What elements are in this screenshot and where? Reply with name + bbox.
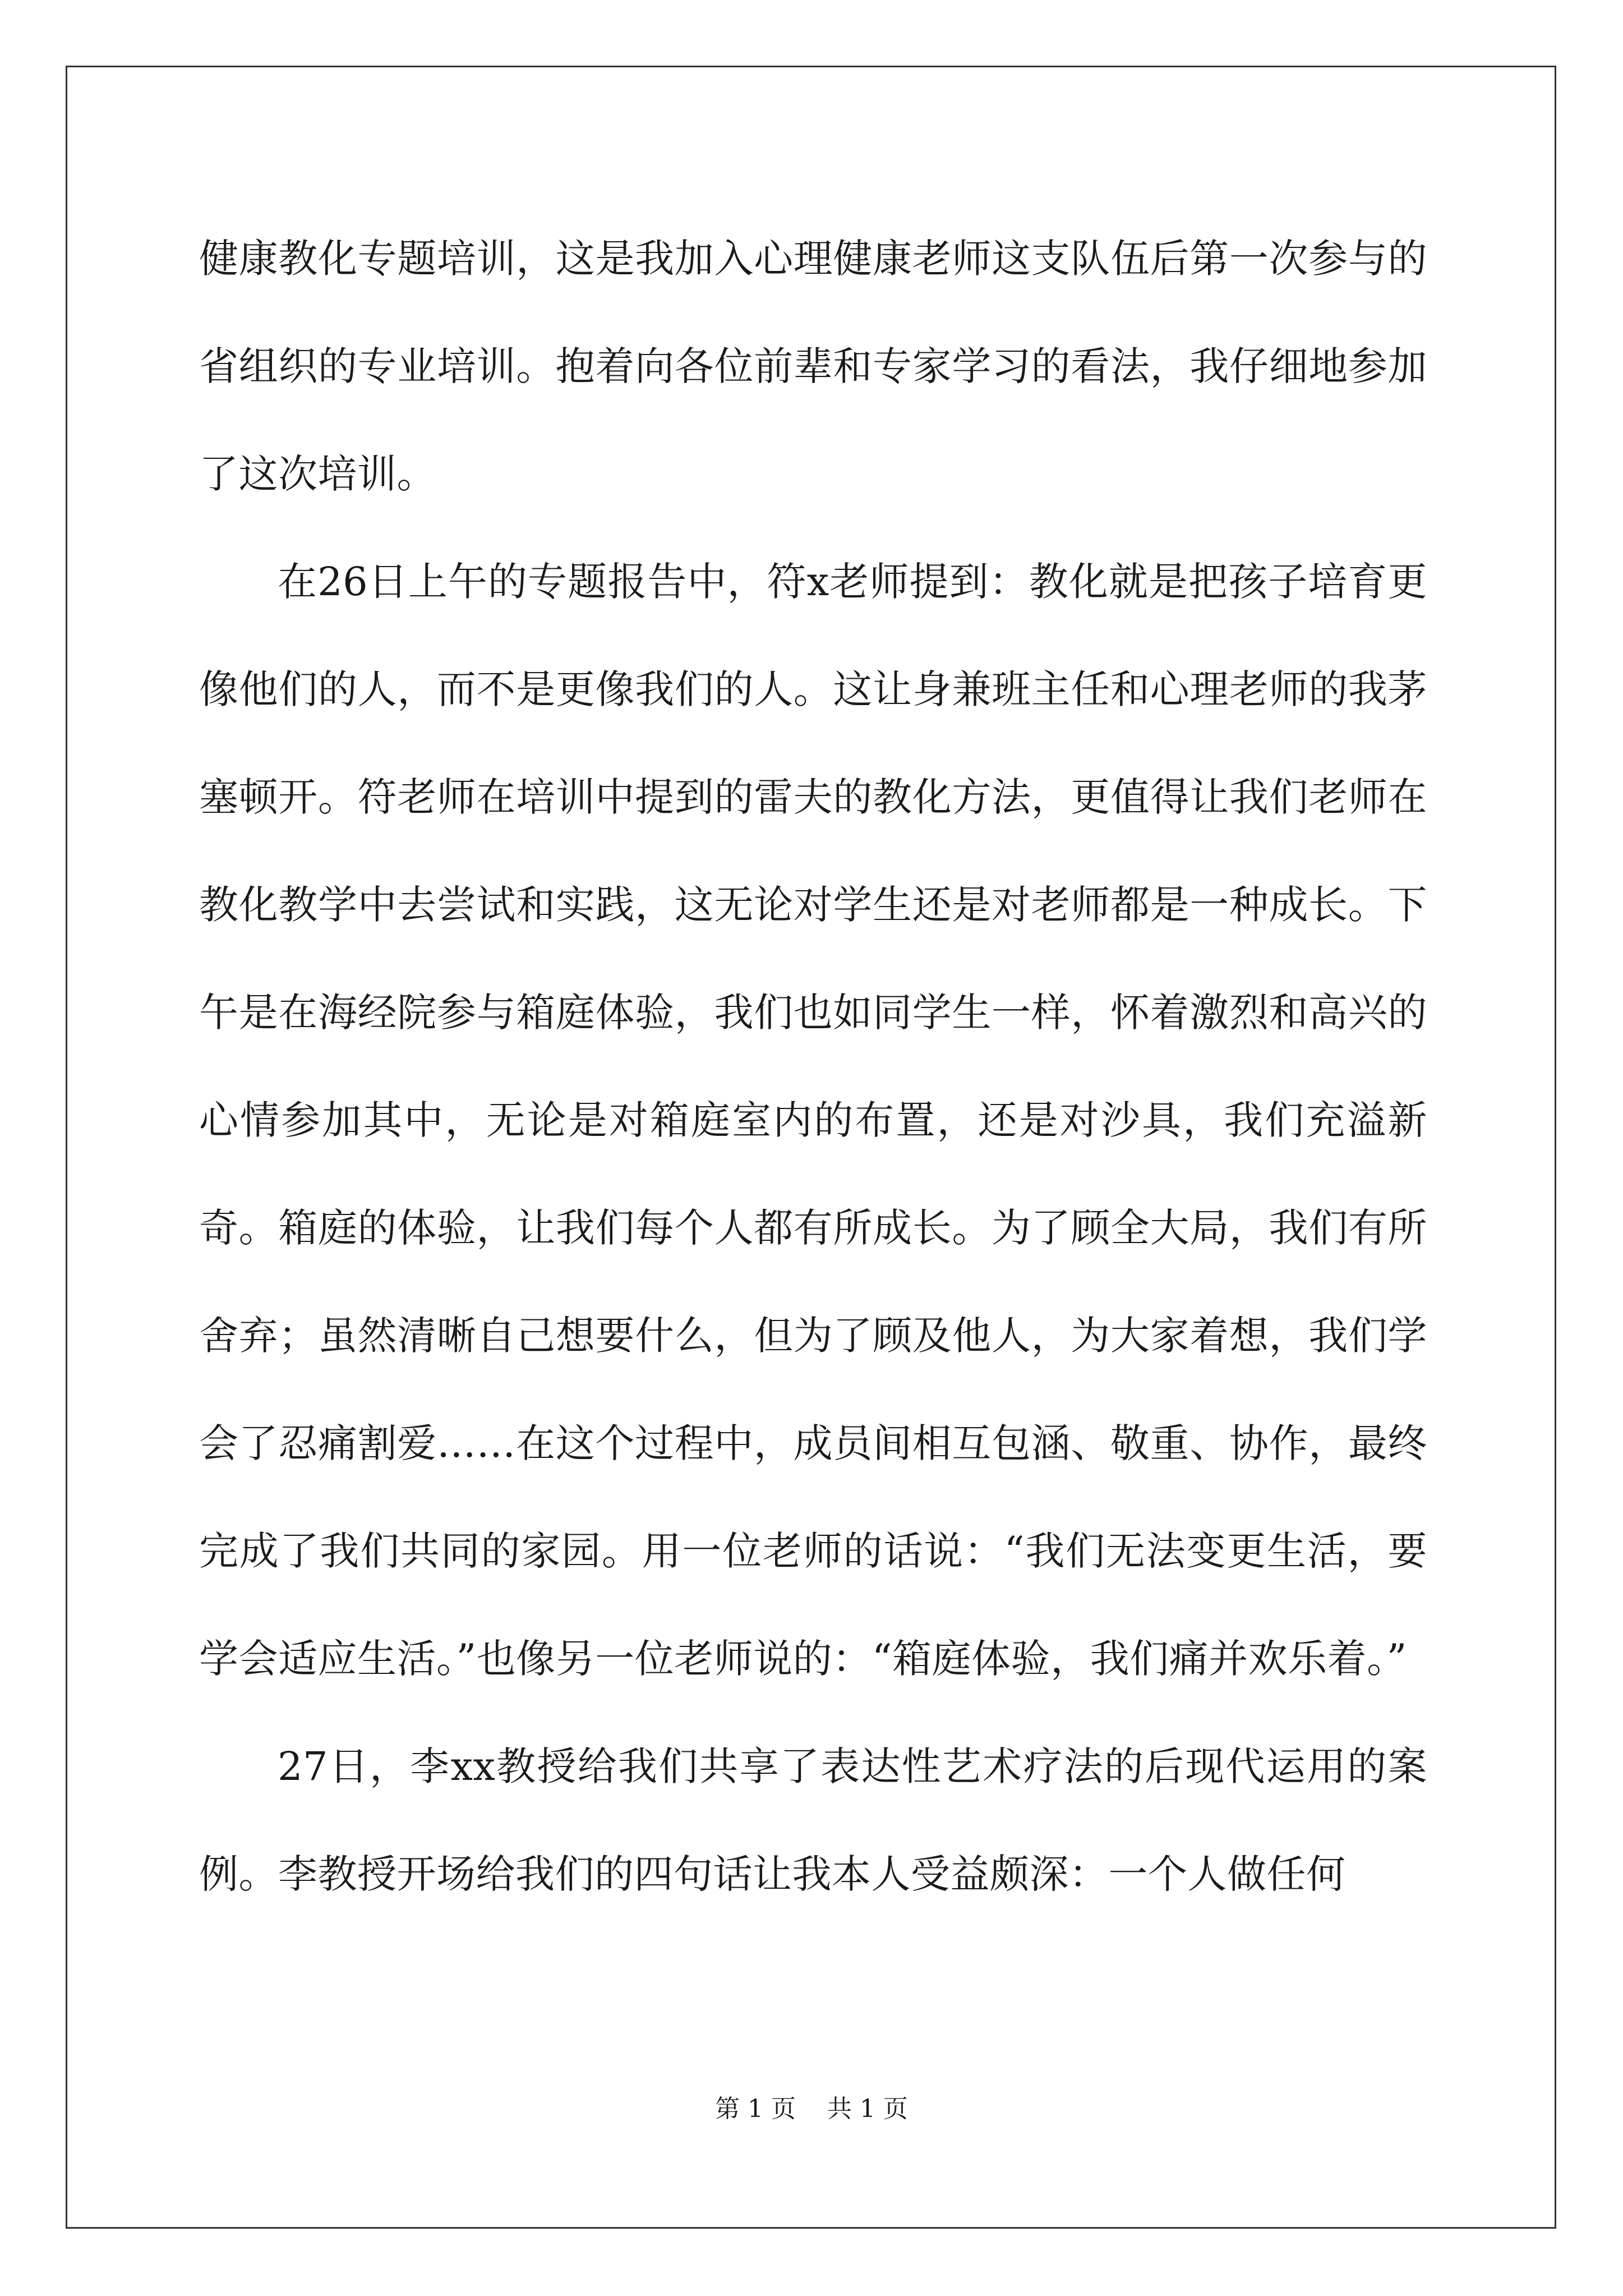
paragraph-3: 27日，李xx教授给我们共享了表达性艺术疗法的后现代运用的案例。李教授开场给我们的四句话让我本人受益颇深：一个人做任何 [199, 1743, 1427, 1897]
paragraph-2: 在26日上午的专题报告中，符x老师提到：教化就是把孩子培育更像他们的人，而不是更像我们的人。这让身兼班主任和心理老师的我茅塞顿开。符老师在培训中提到的雷夫的教化方法，更值得让我们老师在教化教学中去尝试和实践，这无论对学生还是对老师都是一种成长。下午是在海经院参与箱庭体验，我们也如同学生一样，怀着激烈和高兴的心情参加其中，无论是对箱庭室内的布置，还是对沙具，我们充溢新奇。箱庭的体验，让我们每个人都有所成长。为了顾全大局，我们有所舍弃；虽然清晰自己想要什么，但为了顾及他人，为大家着想，我们学会了忍痛割爱……在这个过程中，成员间相互包涵、敬重、协作，最终完成了我们共同的家园。用一位老师的话说：“我们无法变更生活，要学会适应生活。”也像另一位老师说的：“箱庭体验，我们痛并欢乐着。” [199, 559, 1427, 1682]
paragraph-1: 健康教化专题培训，这是我加入心理健康老师这支队伍后第一次参与的省组织的专业培训。抱着向各位前辈和专家学习的看法，我仔细地参加了这次培训。 [199, 236, 1427, 497]
page-footer [0, 2093, 1623, 2125]
page-total: 共 1 页 [827, 2095, 908, 2123]
page-number: 第 1 页 [715, 2095, 796, 2123]
document-body [199, 205, 1427, 1928]
